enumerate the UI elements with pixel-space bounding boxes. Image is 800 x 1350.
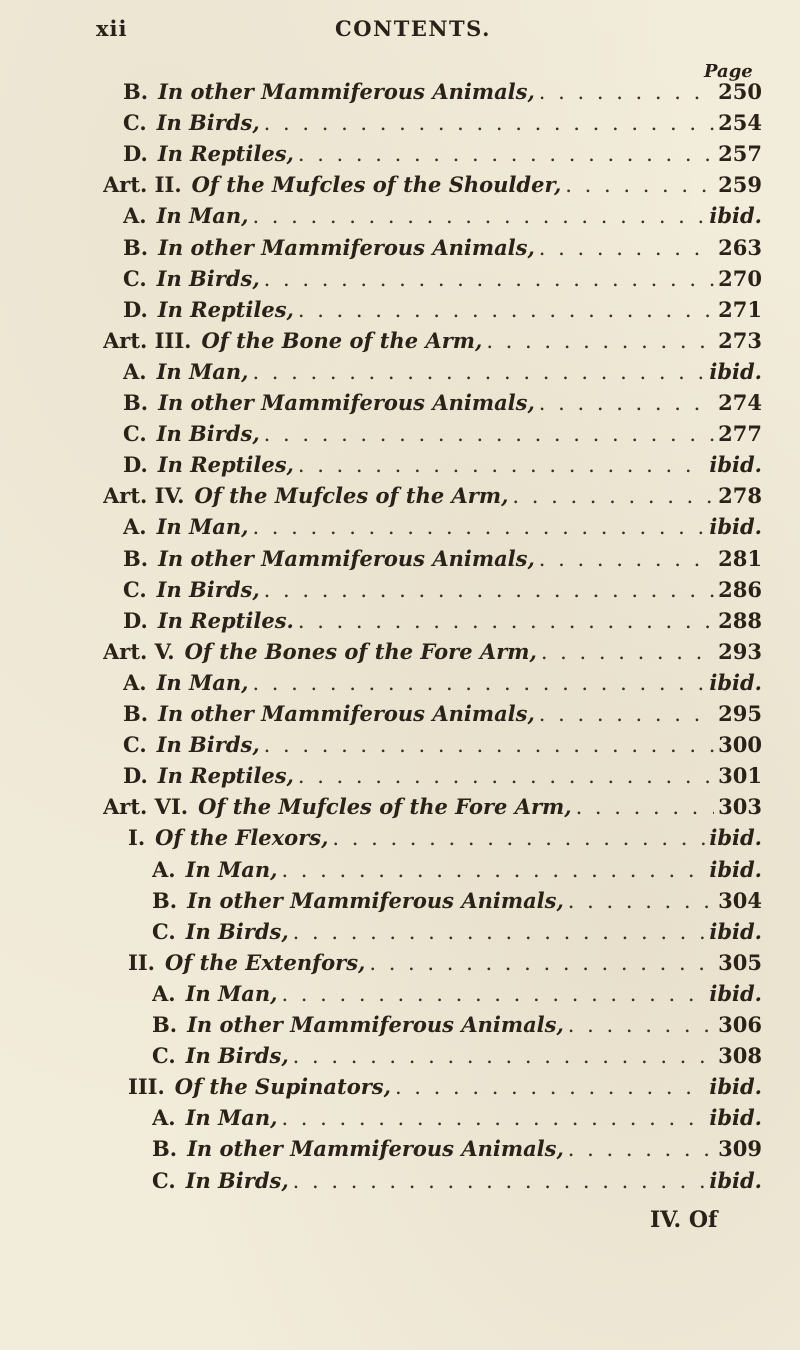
entry-ordinal: B. <box>152 1012 178 1037</box>
entry-page: 305 <box>718 949 762 975</box>
toc-entry <box>152 1043 762 1069</box>
entry-page: ibid. <box>709 514 762 540</box>
dot-leader <box>281 858 705 882</box>
entry-ordinal: C. <box>123 265 147 291</box>
dot-leader <box>252 204 705 228</box>
dot-leader <box>293 1044 714 1068</box>
toc-entry <box>123 359 762 385</box>
entry-title: In other Mammiferous Animals, <box>187 1136 564 1162</box>
entry-title: In Reptiles, <box>157 763 294 789</box>
catchword: IV. Of <box>650 1207 718 1233</box>
entry-page: 301 <box>718 763 762 789</box>
page-number: xii <box>96 16 128 41</box>
entry-page: ibid. <box>709 1167 762 1193</box>
dot-leader <box>332 826 705 850</box>
toc-entry <box>152 857 762 883</box>
dot-leader <box>298 453 706 477</box>
entry-page: 273 <box>718 327 762 353</box>
entry-ordinal: A. <box>123 669 147 695</box>
entry-ordinal: B. <box>123 390 149 415</box>
dot-leader <box>298 764 714 788</box>
toc-entry <box>123 79 762 105</box>
toc-entry <box>128 1074 762 1100</box>
toc-entry <box>123 390 762 416</box>
entry-title: In Man, <box>185 1105 278 1131</box>
entry-ordinal: Art. II. <box>103 172 182 198</box>
dot-leader <box>264 111 714 135</box>
entry-page: 300 <box>718 732 762 758</box>
entry-ordinal: B. <box>123 234 149 260</box>
dot-leader <box>512 484 714 508</box>
dot-leader <box>298 142 714 166</box>
entry-ordinal: D. <box>123 141 148 167</box>
dot-leader <box>281 982 705 1006</box>
toc-entry <box>123 203 762 229</box>
dot-leader <box>293 1169 706 1193</box>
entry-page: 259 <box>718 172 762 198</box>
entry-page: 271 <box>718 296 762 322</box>
dot-leader <box>539 547 714 571</box>
entry-title: In Birds, <box>156 421 260 447</box>
entry-title: Of the Flexors, <box>155 825 329 851</box>
entry-title: Of the Mufcles of the Shoulder, <box>191 172 562 198</box>
entry-ordinal: C. <box>123 732 147 758</box>
toc-entry <box>123 141 762 167</box>
entry-ordinal: C. <box>152 918 176 944</box>
entry-title: In other Mammiferous Animals, <box>158 234 535 260</box>
entry-page: 270 <box>718 265 762 291</box>
toc-entry <box>152 1136 762 1162</box>
entry-ordinal: D. <box>123 452 148 478</box>
dot-leader <box>252 360 705 384</box>
toc-entry <box>152 1012 762 1038</box>
entry-title: In Man, <box>156 669 249 695</box>
entry-ordinal: C. <box>152 1043 176 1069</box>
entry-title: Of the Extenfors, <box>164 949 366 975</box>
running-head <box>0 10 800 50</box>
dot-leader <box>298 298 714 322</box>
entry-ordinal: B. <box>152 887 178 913</box>
entry-title: In Man, <box>156 514 249 540</box>
entry-title: In other Mammiferous Animals, <box>158 545 535 571</box>
dot-leader <box>264 267 714 291</box>
entry-ordinal: A. <box>123 514 147 540</box>
entry-page: ibid. <box>709 452 762 478</box>
entry-ordinal: II. <box>128 949 155 975</box>
entry-page: 278 <box>718 483 762 509</box>
entry-title: In Birds, <box>185 918 289 944</box>
entry-page: 295 <box>718 701 762 726</box>
entry-page: ibid. <box>709 918 762 944</box>
entry-ordinal: C. <box>152 1167 176 1193</box>
dot-leader <box>369 951 714 975</box>
entry-page: 281 <box>718 545 762 571</box>
entry-title: In other Mammiferous Animals, <box>187 1012 564 1037</box>
dot-leader <box>565 173 714 197</box>
entry-page: 257 <box>718 141 762 167</box>
entry-ordinal: A. <box>123 203 147 229</box>
entry-page: 277 <box>718 421 762 447</box>
entry-page: 304 <box>718 887 762 913</box>
entry-ordinal: A. <box>152 980 176 1006</box>
entry-title: In Reptiles. <box>157 607 294 633</box>
dot-leader <box>539 391 714 415</box>
toc-entry <box>128 825 762 851</box>
toc-entry <box>152 1168 762 1194</box>
entry-title: In Birds, <box>185 1167 289 1193</box>
toc-entry <box>103 483 762 509</box>
entry-ordinal: B. <box>123 545 149 571</box>
entry-title: In Reptiles, <box>157 296 294 322</box>
entry-page: 288 <box>718 607 762 633</box>
toc-entry <box>103 639 762 665</box>
toc-entry <box>152 1105 762 1131</box>
toc-entry <box>123 235 762 261</box>
dot-leader <box>298 609 714 633</box>
dot-leader <box>395 1075 705 1099</box>
entry-page: ibid. <box>709 980 762 1006</box>
entry-page: 293 <box>718 638 762 664</box>
entry-title: Of the Mufcles of the Arm, <box>194 483 509 509</box>
entry-title: Of the Mufcles of the Fore Arm, <box>198 794 572 820</box>
entry-page: 274 <box>718 390 762 415</box>
page-title: CONTENTS. <box>335 16 491 41</box>
entry-page: 303 <box>718 794 762 820</box>
entry-page: ibid. <box>709 1074 762 1100</box>
entry-ordinal: D. <box>123 296 148 322</box>
dot-leader <box>539 236 714 260</box>
toc-entry <box>123 452 762 478</box>
toc-entry <box>123 514 762 540</box>
dot-leader <box>264 422 714 446</box>
entry-page: 308 <box>718 1043 762 1069</box>
dot-leader <box>252 671 705 695</box>
toc-entry <box>123 701 762 727</box>
toc-entry <box>103 172 762 198</box>
entry-title: In Man, <box>156 203 249 229</box>
entry-ordinal: Art. VI. <box>103 794 189 820</box>
toc-entry <box>123 732 762 758</box>
entry-ordinal: C. <box>123 110 147 136</box>
dot-leader <box>568 1137 714 1161</box>
entry-page: 263 <box>718 234 762 260</box>
entry-title: In other Mammiferous Animals, <box>158 701 535 726</box>
toc-entry <box>123 266 762 292</box>
toc-entry <box>152 888 762 914</box>
dot-leader <box>539 80 714 104</box>
entry-page: ibid. <box>709 358 762 384</box>
toc-entry <box>123 421 762 447</box>
entry-ordinal: C. <box>123 421 147 447</box>
entry-title: In Birds, <box>156 732 260 758</box>
toc-entry <box>123 608 762 634</box>
toc-entry <box>123 297 762 323</box>
entry-title: In Birds, <box>156 265 260 291</box>
entry-page: ibid. <box>709 825 762 851</box>
entry-title: In other Mammiferous Animals, <box>158 390 535 415</box>
entry-page: ibid. <box>709 1105 762 1131</box>
entry-title: In Birds, <box>156 110 260 136</box>
dot-leader <box>541 640 714 664</box>
entry-title: Of the Bones of the Fore Arm, <box>184 638 537 664</box>
entry-title: In other Mammiferous Animals, <box>187 887 564 913</box>
entry-ordinal: A. <box>152 856 176 882</box>
page-column-label: Page <box>704 61 753 82</box>
toc-entry <box>152 919 762 945</box>
dot-leader <box>568 889 714 913</box>
entry-title: In Man, <box>185 980 278 1006</box>
toc-entry <box>103 794 762 820</box>
entry-ordinal: C. <box>123 576 147 602</box>
entry-ordinal: I. <box>128 825 146 851</box>
dot-leader <box>539 702 714 726</box>
entry-ordinal: A. <box>152 1105 176 1131</box>
dot-leader <box>576 795 715 819</box>
entry-ordinal: B. <box>123 701 149 726</box>
toc-entry <box>103 328 762 354</box>
toc-entry <box>152 981 762 1007</box>
toc-entry <box>123 546 762 572</box>
entry-ordinal: Art. III. <box>103 327 192 353</box>
dot-leader <box>486 329 714 353</box>
entry-title: In other Mammiferous Animals, <box>158 79 535 104</box>
entry-page: ibid. <box>709 669 762 695</box>
entry-ordinal: Art. IV. <box>103 483 185 509</box>
entry-page: 250 <box>718 79 762 104</box>
entry-ordinal: B. <box>152 1136 178 1162</box>
entry-title: In Reptiles, <box>157 452 294 478</box>
dot-leader <box>264 578 714 602</box>
entry-ordinal: B. <box>123 79 149 104</box>
dot-leader <box>568 1013 714 1037</box>
dot-leader <box>281 1106 705 1130</box>
entry-ordinal: III. <box>128 1074 165 1100</box>
entry-title: In Man, <box>156 358 249 384</box>
toc-entry <box>123 670 762 696</box>
entry-ordinal: D. <box>123 607 148 633</box>
toc-entry <box>123 763 762 789</box>
entry-page: ibid. <box>709 856 762 882</box>
dot-leader <box>293 920 706 944</box>
entry-title: In Reptiles, <box>157 141 294 167</box>
entry-title: In Birds, <box>156 576 260 602</box>
entry-title: In Man, <box>185 856 278 882</box>
toc-entry <box>123 110 762 136</box>
entry-page: 254 <box>718 110 762 136</box>
entry-title: Of the Bone of the Arm, <box>201 327 483 353</box>
entry-ordinal: Art. V. <box>103 638 175 664</box>
entry-page: ibid. <box>709 203 762 229</box>
entry-title: Of the Supinators, <box>174 1074 391 1100</box>
entry-page: 309 <box>718 1136 762 1162</box>
entry-ordinal: D. <box>123 763 148 789</box>
dot-leader <box>264 733 714 757</box>
toc-entry <box>123 577 762 603</box>
entry-page: 286 <box>718 576 762 602</box>
dot-leader <box>252 515 705 539</box>
entry-title: In Birds, <box>185 1043 289 1069</box>
toc-entry <box>128 950 762 976</box>
entry-page: 306 <box>718 1012 762 1037</box>
entry-ordinal: A. <box>123 358 147 384</box>
